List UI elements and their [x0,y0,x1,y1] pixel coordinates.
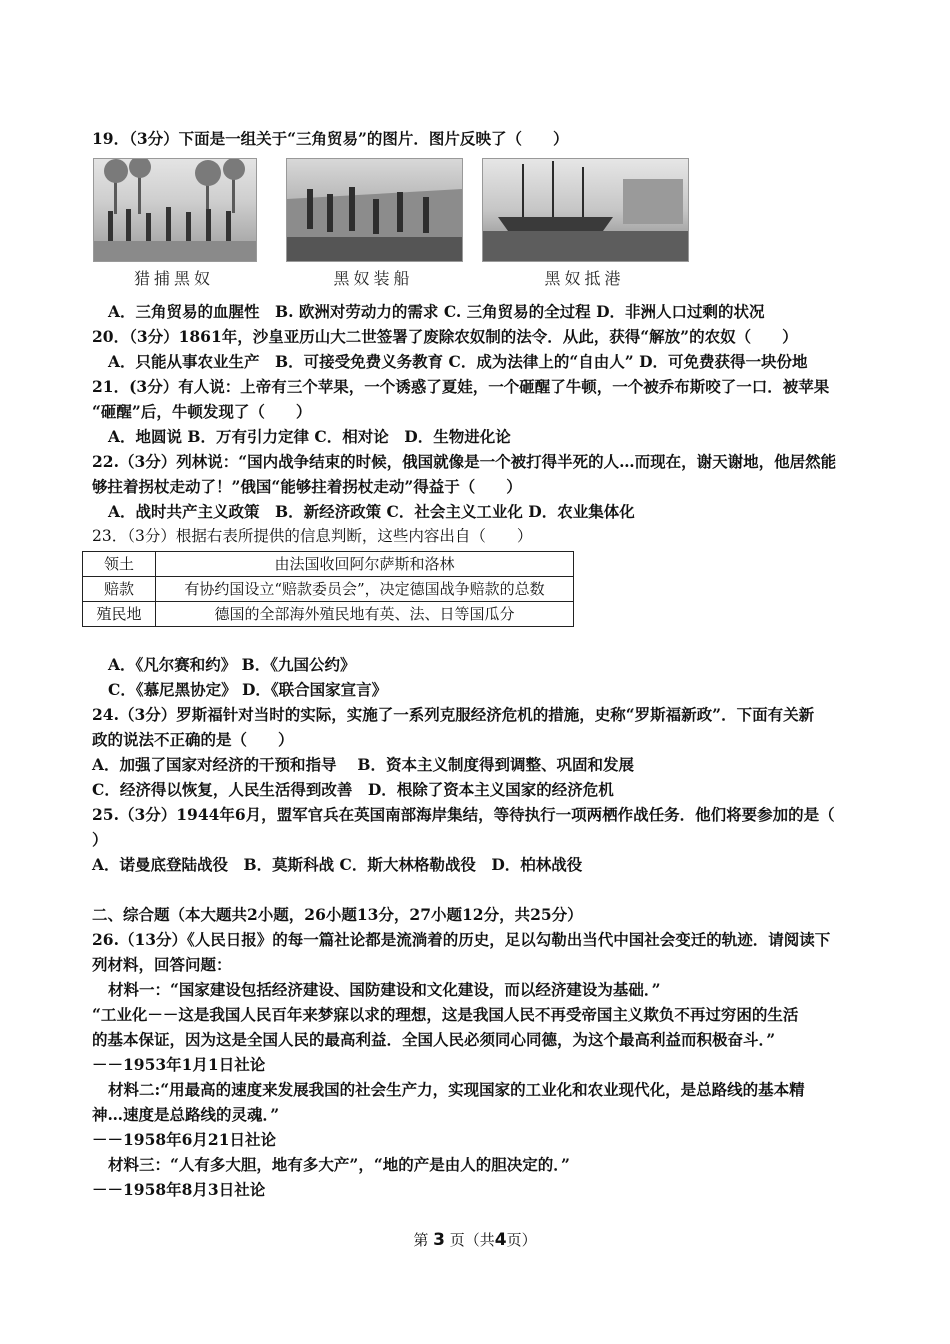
q24-options-cont: C．经济得以恢复，人民生活得到改善 D．根除了资本主义国家的经济危机 [92,780,614,799]
q26-material1-quote-cont: 的基本保证，因为这是全国人民的最高利益．全国人民必须同心同德，为这个最高利益而积极奋斗．” [92,1030,776,1049]
q26-material3-source: －－1958年8月3日社论 [92,1180,266,1199]
footer-text: 页（共 [444,1231,495,1249]
total-pages: 4 [494,1230,507,1250]
table-row [83,602,574,627]
q19-stem: 19．（3分）下面是一组关于“三角贸易”的图片．图片反映了（ ） [92,129,569,148]
table-cell: 有协约国设立“赔款委员会”，决定德国战争赔款的总数 [156,577,574,602]
q21-stem: 21．(3分）有人说：上帝有三个苹果，一个诱惑了夏娃，一个砸醒了牛顿，一个被乔布斯咬了一口．被苹果 [92,377,830,396]
q20-options: A．只能从事农业生产 B．可接受免费义务教育 C．成为法律上的“自由人” D．可免费获得一块份地 [108,352,808,371]
q24-stem: 24.（3分）罗斯福针对当时的实际，实施了一系列克服经济危机的措施，史称“罗斯福新政”．下面有关新 [92,705,815,724]
table-cell: 德国的全部海外殖民地有英、法、日等国瓜分 [156,602,574,627]
picture-arrival [482,158,687,288]
caption-arrival: 黑奴抵港 [544,269,625,288]
q26-stem-cont: 列材料，回答问题： [92,955,232,974]
q26-material2-cont: 神…速度是总路线的灵魂．” [92,1105,280,1124]
q24-stem-cont: 政的说法不正确的是（ ） [92,730,294,749]
q24-options: A．加强了国家对经济的干预和指导 B．资本主义制度得到调整、巩固和发展 [92,755,635,774]
page-footer [0,1229,950,1250]
q23-stem: 23．（3分）根据右表所提供的信息判断，这些内容出自（ ） [92,527,533,545]
table-head: 殖民地 [83,602,156,627]
q20-stem: 20．（3分）1861年，沙皇亚历山大二世签署了废除农奴制的法令．从此，获得“解放”的农奴（ ） [92,327,798,346]
q25-stem-cont: ） [92,830,108,849]
q26-stem: 26.（13分）《人民日报》的每一篇社论都是流淌着的历史，足以勾勒出当代中国社会变迁的轨迹．请阅读下 [92,930,831,949]
q26-material1: 材料一：“国家建设包括经济建设、国防建设和文化建设，而以经济建设为基础．” [108,980,661,999]
q23-table [82,551,574,627]
q26-material1-source: －－1953年1月1日社论 [92,1055,266,1074]
picture-loading [286,158,461,288]
q25-stem: 25.（3分）1944年6月，盟军官兵在英国南部海岸集结，等待执行一项两栖作战任务．他们将要参加的是（ [92,805,835,824]
q21-stem-cont: “砸醒”后，牛顿发现了（ ） [92,402,312,421]
q22-stem: 22.（3分）列林说：“国内战争结束的时候，俄国就像是一个被打得半死的人…而现在，谢天谢地，他居然能 [92,452,837,471]
caption-hunting: 猎捕黑奴 [133,269,214,288]
q22-options: A．战时共产主义政策 B．新经济政策 C．社会主义工业化 D．农业集体化 [108,502,635,521]
picture-hunting [93,158,255,288]
q25-options: A．诺曼底登陆战役 B．莫斯科战 C．斯大林格勒战役 D．柏林战役 [92,855,583,874]
q26-material1-quote: “工业化－－这是我国人民百年来梦寐以求的理想，这是我国人民不再受帝国主义欺负不再过穷困的生活 [92,1005,799,1024]
page-number: 3 [433,1230,445,1250]
q23-options-cont: C．《慕尼黑协定》 D．《联合国家宣言》 [108,680,388,699]
caption-loading: 黑奴装船 [333,269,414,288]
q26-material2: 材料二:“用最高的速度来发展我国的社会生产力，实现国家的工业化和农业现代化，是总路线的基本精 [108,1080,805,1099]
q23-options: A．《凡尔赛和约》 B．《九国公约》 [108,655,356,674]
q22-stem-cont: 够拄着拐杖走动了！”俄国“能够拄着拐杖走动”得益于（ ） [92,477,522,496]
table-head: 领土 [83,552,156,577]
footer-text: 页） [506,1231,537,1249]
table-row [83,552,574,577]
q26-material2-source: －－1958年6月21日社论 [92,1130,276,1149]
table-row [83,577,574,602]
table-head: 赔款 [83,577,156,602]
q26-material3: 材料三：“人有多大胆，地有多大产”，“地的产是由人的胆决定的．” [108,1155,570,1174]
q21-options: A．地圆说 B．万有引力定律 C．相对论 D．生物进化论 [108,427,511,446]
q19-options: A．三角贸易的血腥性 B. 欧洲对劳动力的需求 C. 三角贸易的全过程 D．非洲人口过剩的状况 [108,302,765,321]
footer-text: 第 [413,1231,434,1249]
section-heading: 二、综合题（本大题共2小题，26小题13分，27小题12分，共25分） [92,905,583,924]
table-cell: 由法国收回阿尔萨斯和洛林 [156,552,574,577]
